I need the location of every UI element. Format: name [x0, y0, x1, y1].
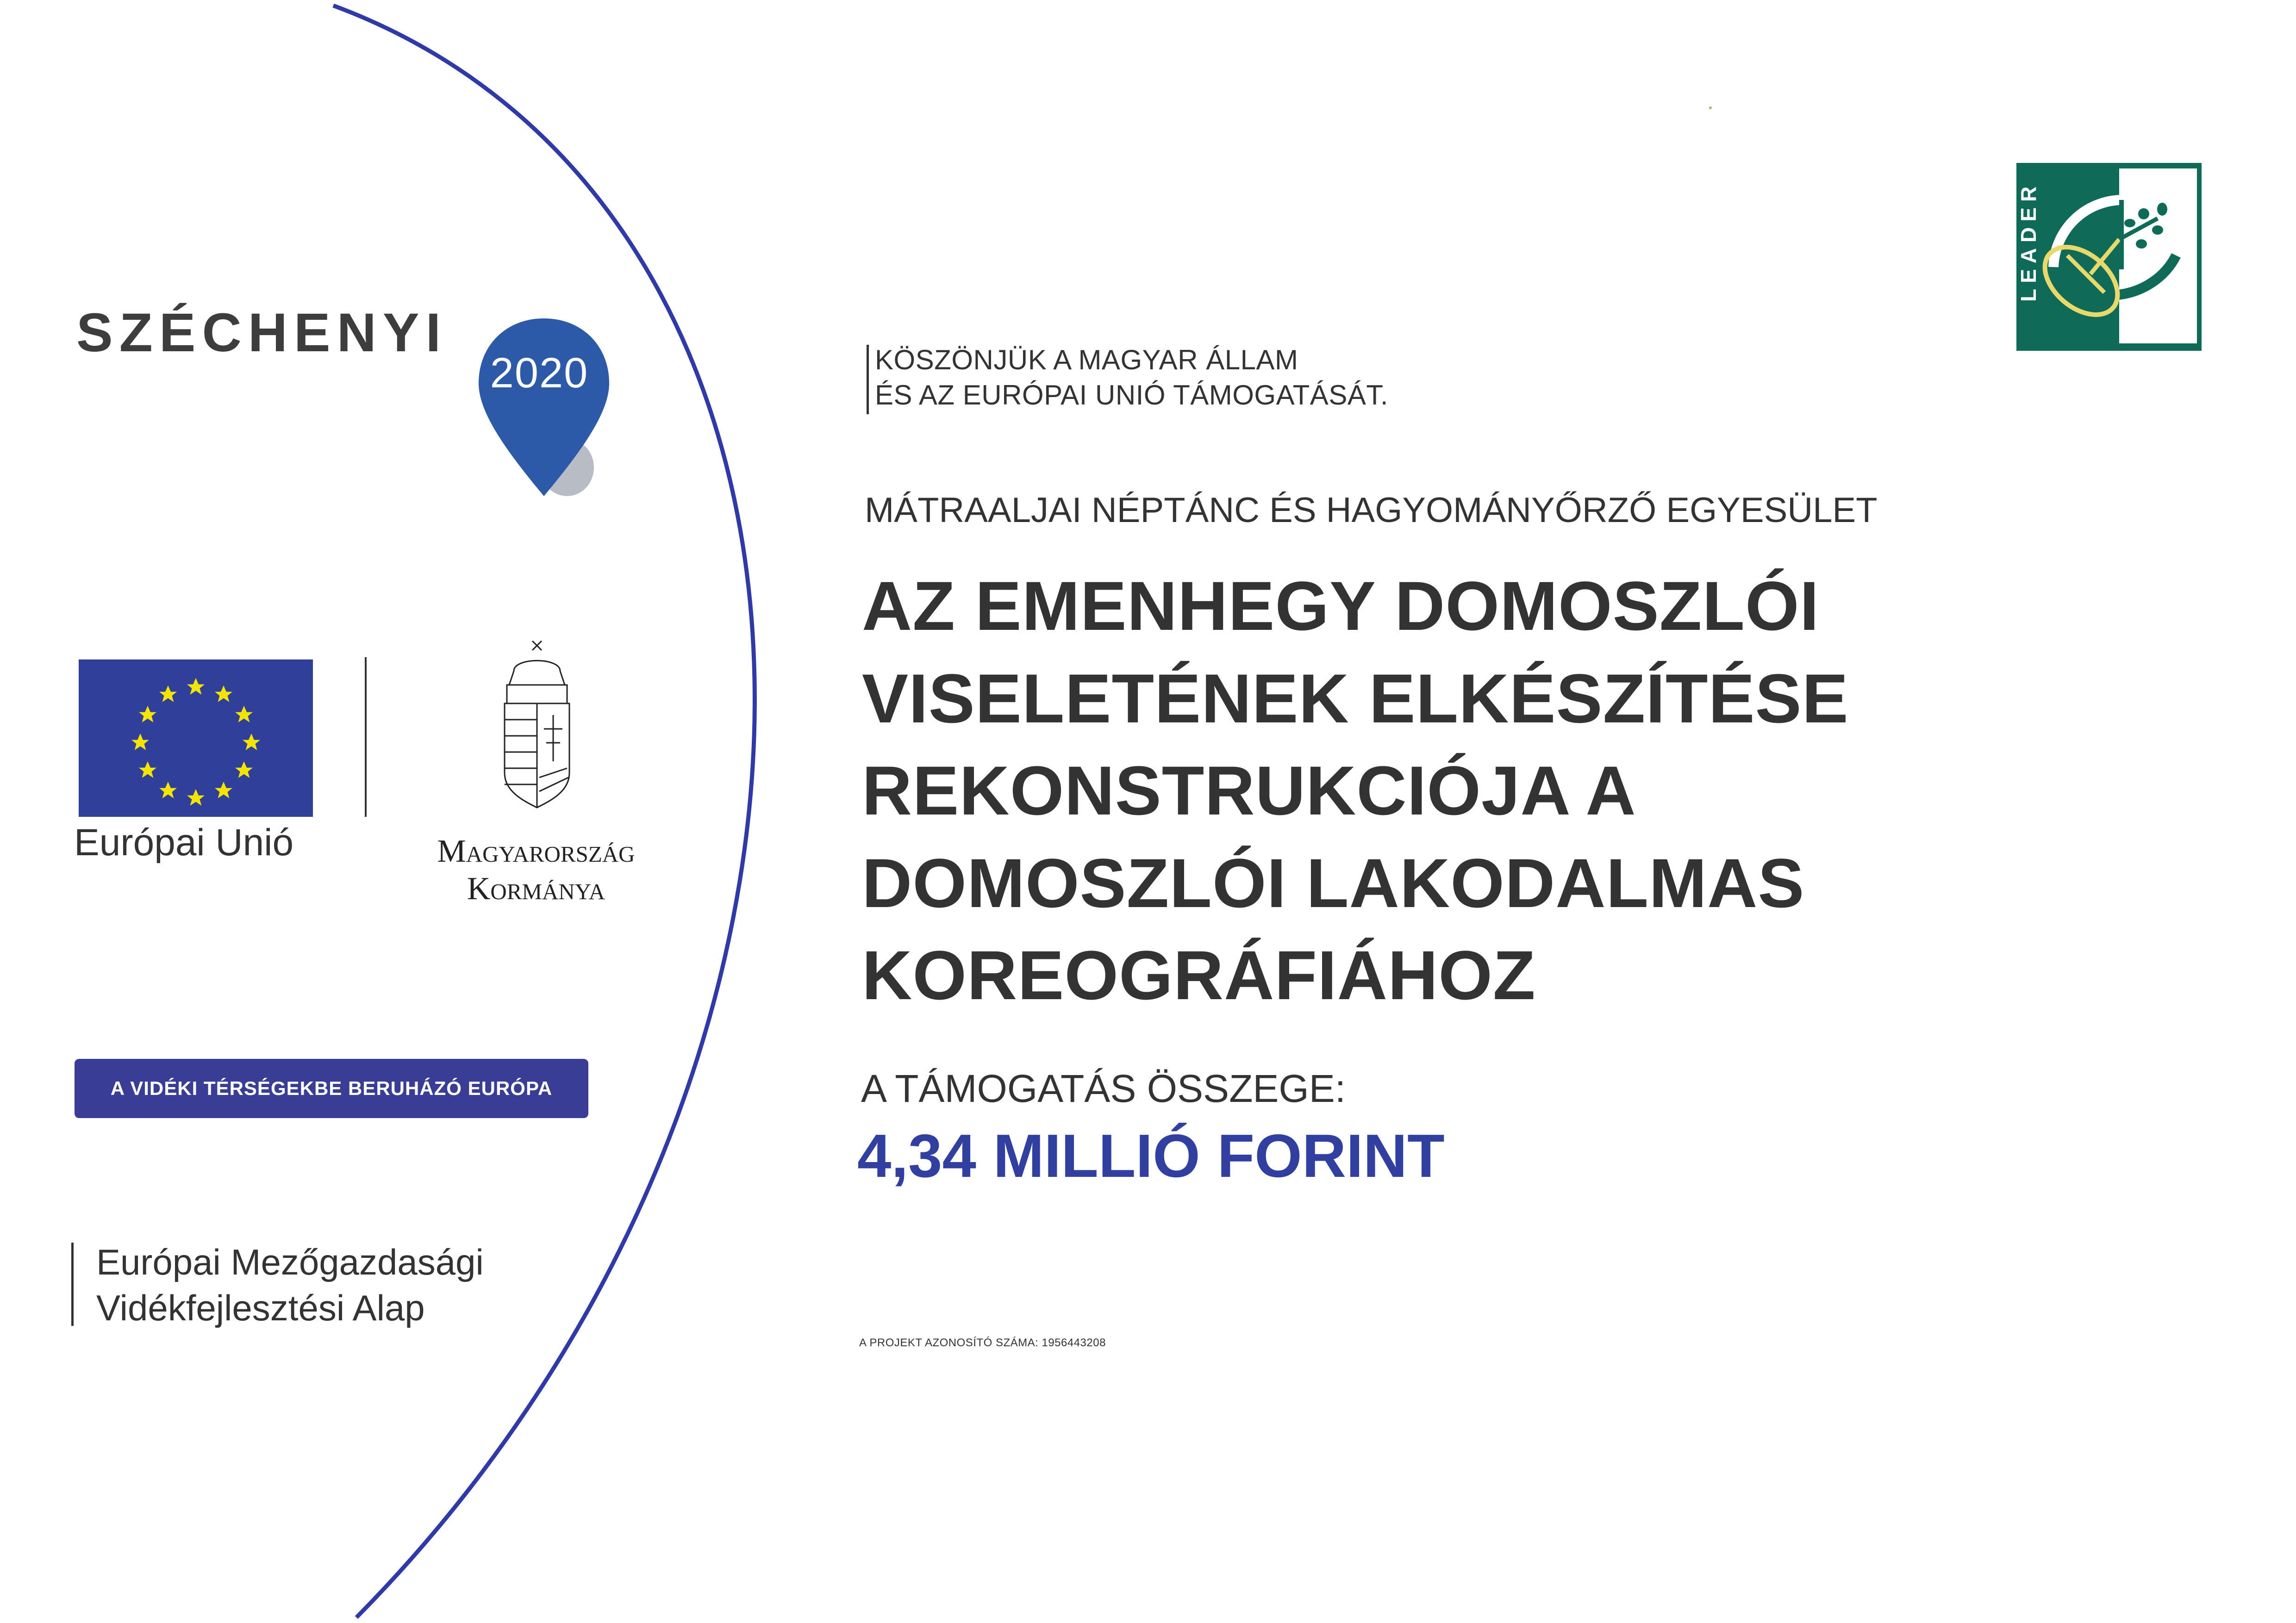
fund-name [96, 1239, 484, 1331]
project-title-line: KOREOGRÁFIÁHOZ [862, 936, 1536, 1014]
leader-logo-text: LEADER [2016, 180, 2040, 302]
thanks-line2: ÉS AZ EURÓPAI UNIÓ TÁMOGATÁSÁT. [875, 379, 1389, 411]
szechenyi-year: 2020 [490, 349, 589, 397]
hungary-government-label [393, 833, 680, 908]
support-label: A TÁMOGATÁS ÖSSZEGE: [861, 1067, 1346, 1110]
fund-divider [71, 1243, 74, 1326]
support-amount: 4,34 MILLIÓ FORINT [857, 1122, 1445, 1190]
thanks-divider [867, 345, 869, 414]
eu-label: Európai Unió [74, 821, 294, 864]
project-id-label: A PROJEKT AZONOSÍTÓ SZÁMA: [859, 1337, 1039, 1349]
scan-speck [1709, 106, 1712, 109]
project-title [862, 560, 1849, 1022]
thanks-line1: KÖSZÖNJÜK A MAGYAR ÁLLAM [875, 344, 1298, 375]
project-title-line: DOMOSZLÓI LAKODALMAS [862, 844, 1805, 922]
logo-divider [365, 657, 367, 817]
organization-name: MÁTRAALJAI NÉPTÁNC ÉS HAGYOMÁNYŐRZŐ EGYESÜLET [865, 491, 1878, 530]
fund-name-line1: Európai Mezőgazdasági [96, 1242, 484, 1282]
project-title-line: REKONSTRUKCIÓJA A [862, 752, 1636, 829]
thanks-text [875, 342, 1388, 413]
map-pin-icon [472, 315, 616, 500]
hungarian-coat-of-arms-icon [486, 639, 588, 810]
leader-logo-icon [2016, 163, 2202, 351]
rural-investment-banner: A VIDÉKI TÉRSÉGEKBE BERUHÁZÓ EURÓPA [75, 1059, 588, 1118]
project-title-line: VISELETÉNEK ELKÉSZÍTÉSE [862, 659, 1849, 737]
hungary-label-line1: Magyarország [437, 833, 635, 869]
hungary-label-line2: Kormánya [467, 871, 605, 907]
szechenyi-logo-text: SZÉCHENYI [76, 302, 448, 363]
project-id-value: 1956443208 [1042, 1337, 1106, 1349]
project-title-line: AZ EMENHEGY DOMOSZLÓI [862, 567, 1820, 645]
fund-name-line2: Vidékfejlesztési Alap [96, 1287, 425, 1329]
eu-flag-icon [79, 659, 313, 817]
project-id [859, 1337, 1106, 1349]
